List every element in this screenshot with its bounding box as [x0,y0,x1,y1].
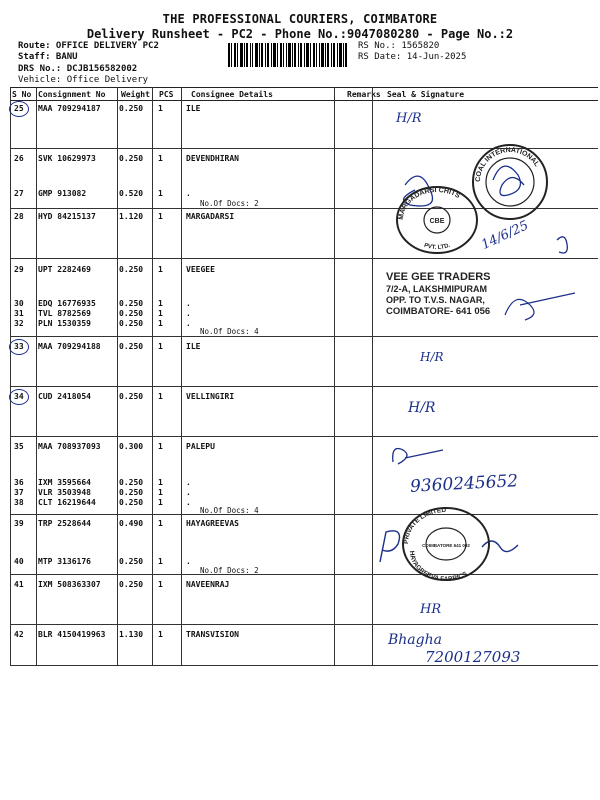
row-consignment: MTP 3136176 [38,557,91,566]
row-consignee: . [186,488,191,497]
row-consignment: GMP 913082 [38,189,87,198]
row-weight: 0.250 [119,488,144,497]
row-weight: 0.250 [119,580,144,589]
row-consignee: . [186,309,191,318]
col-remarks: Remarks [345,88,385,101]
row-separator [10,386,598,387]
stamp-text: CBE [429,218,445,225]
col-consignment: Consignment No [36,88,119,101]
row-weight: 0.490 [119,519,144,528]
stamp-text: HAYAGREEVA FABRICS [407,550,469,583]
row-consignment: EDQ 16776935 [38,299,96,308]
stamp-text: PVT. LTD. [423,242,452,252]
row-sno: 28 [14,212,24,221]
row-consignee: ILE [186,342,201,351]
drs-number: DRS No.: DCJB156582002 [18,64,138,74]
pen-circle-mark [9,101,29,117]
row-consignment: UPT 2282469 [38,265,91,274]
row-sno: 33 [14,342,24,351]
row-pcs: 1 [158,580,163,589]
signature-scribble [385,440,445,475]
veegee-stamp-line: VEE GEE TRADERS [386,271,491,283]
col-consignee: Consignee Details [189,88,345,101]
stamp-text: PRIVATE LIMITED [402,506,447,545]
row-pcs: 1 [158,104,163,113]
row-weight: 0.250 [119,265,144,274]
handwritten-note: H/R [396,111,422,126]
row-consignment: SVK 10629973 [38,154,96,163]
row-weight: 0.250 [119,154,144,163]
stamp-text: COAL INTERNATIONAL [474,146,541,183]
row-sno: 39 [14,519,24,528]
row-sno: 25 [14,104,24,113]
row-consignment: IXM 3595664 [38,478,91,487]
grid-line [36,87,37,665]
route-label: Route: OFFICE DELIVERY PC2 [18,41,159,51]
row-pcs: 1 [158,442,163,451]
runsheet-subtitle: Delivery Runsheet - PC2 - Phone No.:9047080280 - Page No.:2 [86,27,514,41]
row-weight: 0.250 [119,342,144,351]
row-consignment: MAA 708937093 [38,442,101,451]
row-separator [10,624,598,625]
row-pcs: 1 [158,630,163,639]
handwritten-name: Bhagha [388,632,442,648]
docs-note: No.Of Docs: 4 [200,327,259,336]
col-sno: S No [10,88,36,101]
row-pcs: 1 [158,392,163,401]
docs-note: No.Of Docs: 2 [200,566,259,575]
row-sno: 37 [14,488,24,497]
row-consignment: HYD 84215137 [38,212,96,221]
row-separator [10,336,598,337]
row-sno: 32 [14,319,24,328]
row-sno: 41 [14,580,24,589]
pen-circle-mark [9,389,29,405]
row-consignee: DEVENDHIRAN [186,154,239,163]
svg-text:MARGADARSI CHITS [398,187,461,220]
signature-scribble [500,285,580,325]
row-consignment: TVL 8782569 [38,309,91,318]
grid-line [181,87,182,665]
row-sno: 26 [14,154,24,163]
grid-line [10,87,11,665]
handwritten-phone: 7200127093 [425,648,521,666]
row-weight: 0.250 [119,478,144,487]
row-consignment: CUD 2418054 [38,392,91,401]
row-sno: 42 [14,630,24,639]
row-weight: 0.300 [119,442,144,451]
row-sno: 31 [14,309,24,318]
row-consignment: CLT 16219644 [38,498,96,507]
stamp-text: COIMBATORE 641 002 [422,543,470,548]
row-pcs: 1 [158,498,163,507]
row-consignee: PALEPU [186,442,215,451]
row-consignee: HAYAGREEVAS [186,519,239,528]
row-sno: 29 [14,265,24,274]
row-sno: 35 [14,442,24,451]
row-sno: 27 [14,189,24,198]
row-pcs: 1 [158,342,163,351]
handwritten-note: HR [420,602,442,617]
row-consignment: BLR 4150419963 [38,630,106,639]
svg-text:PVT. LTD. [423,243,451,252]
grid-line [334,87,335,665]
grid-line [152,87,153,665]
row-pcs: 1 [158,557,163,566]
row-consignee: . [186,189,191,198]
row-consignee: MARGADARSI [186,212,235,221]
row-pcs: 1 [158,265,163,274]
coal-international-stamp [470,142,550,222]
row-consignee: . [186,557,191,566]
row-pcs: 1 [158,519,163,528]
grid-line [372,87,373,665]
row-consignee: . [186,299,191,308]
row-weight: 0.250 [119,309,144,318]
row-separator [10,514,598,515]
veegee-stamp-line: 7/2-A, LAKSHMIPURAM [386,284,488,294]
vehicle-label: Vehicle: Office Delivery [18,75,149,85]
row-weight: 1.120 [119,212,144,221]
row-consignment: IXM 508363307 [38,580,101,589]
docs-note: No.Of Docs: 4 [200,506,259,515]
row-consignee: VEEGEE [186,265,215,274]
pen-circle-mark [9,339,29,355]
row-consignment: PLN 1530359 [38,319,91,328]
row-separator [10,436,598,437]
handwritten-note: H/R [408,400,436,416]
row-consignee: TRANSVISION [186,630,239,639]
row-separator [10,574,598,575]
row-pcs: 1 [158,488,163,497]
row-weight: 0.520 [119,189,144,198]
grid-line [117,87,118,665]
row-weight: 0.250 [119,299,144,308]
col-weight: Weight [119,88,157,101]
row-sno: 38 [14,498,24,507]
barcode [228,43,348,67]
row-pcs: 1 [158,212,163,221]
row-consignee: NAVEENRAJ [186,580,230,589]
row-sno: 36 [14,478,24,487]
row-weight: 0.250 [119,557,144,566]
row-pcs: 1 [158,154,163,163]
row-pcs: 1 [158,478,163,487]
row-sno: 30 [14,299,24,308]
row-weight: 0.250 [119,498,144,507]
staff-label: Staff: BANU [18,52,78,62]
row-consignee: . [186,319,191,328]
row-weight: 0.250 [119,104,144,113]
hayagreeva-stamp [400,505,492,583]
row-consignee: . [186,498,191,507]
row-pcs: 1 [158,309,163,318]
margadarsi-stamp [395,185,480,255]
rs-date: RS Date: 14-Jun-2025 [358,52,467,62]
row-consignee: ILE [186,104,201,113]
row-consignment: MAA 709294188 [38,342,101,351]
row-consignment: MAA 709294187 [38,104,101,113]
handwritten-note: H/R [420,350,444,364]
row-weight: 1.130 [119,630,144,639]
handwritten-date: 14/6/25 [479,218,531,253]
row-consignment: TRP 2528644 [38,519,91,528]
veegee-stamp-line: COIMBATORE- 641 056 [386,306,491,317]
row-weight: 0.250 [119,319,144,328]
col-pcs: PCS [157,88,189,101]
row-consignee: VELLINGIRI [186,392,235,401]
row-sno: 34 [14,392,24,401]
handwritten-phone: 9360245652 [409,471,519,497]
col-seal: Seal & Signature [385,88,598,101]
row-sno: 40 [14,557,24,566]
stamp-text: MARGADARSI CHITS [397,186,461,221]
row-weight: 0.250 [119,392,144,401]
runsheet-table-header [10,87,598,101]
row-pcs: 1 [158,189,163,198]
row-consignee: . [186,478,191,487]
row-pcs: 1 [158,319,163,328]
row-pcs: 1 [158,299,163,308]
veegee-stamp-line: OPP. TO T.V.S. NAGAR, [386,295,485,305]
rs-number: RS No.: 1565820 [358,41,440,51]
company-title: THE PROFESSIONAL COURIERS, COIMBATORE [162,12,438,26]
docs-note: No.Of Docs: 2 [200,199,259,208]
row-consignment: VLR 3503948 [38,488,91,497]
